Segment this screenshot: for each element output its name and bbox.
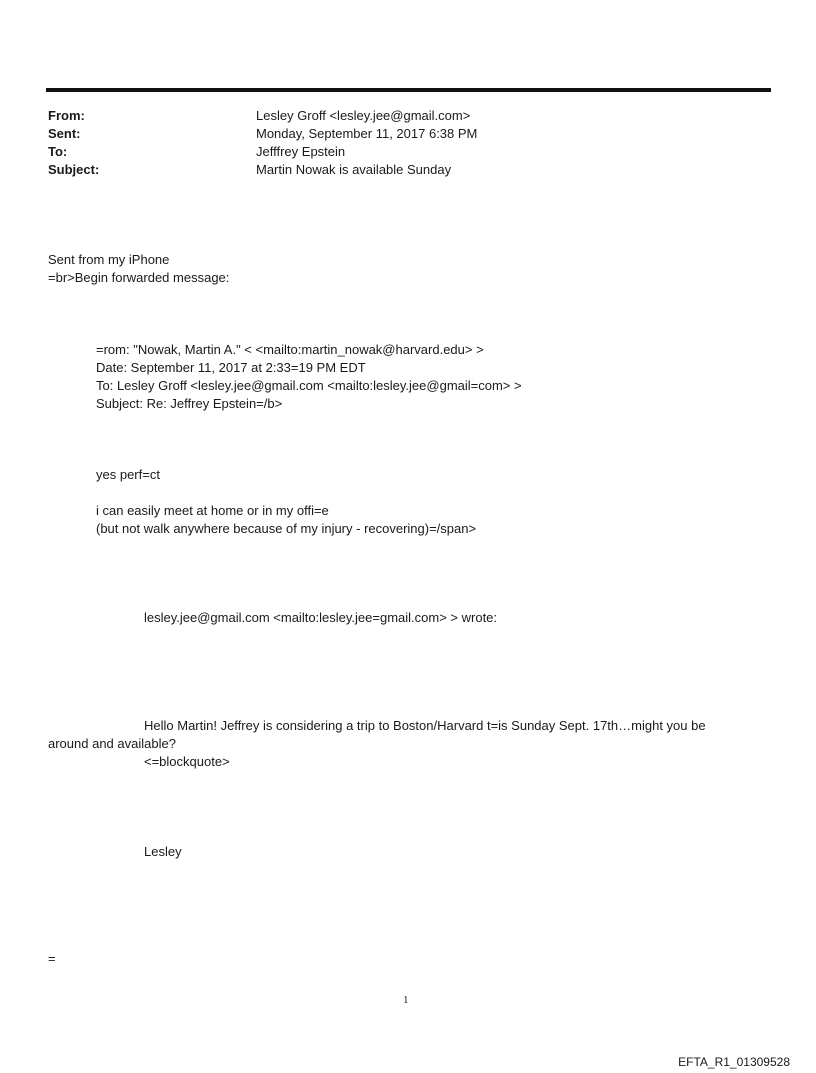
subject-value: Martin Nowak is available Sunday bbox=[256, 162, 452, 177]
sent-value: Monday, September 11, 2017 6:38 PM bbox=[256, 126, 478, 141]
page-number: 1 bbox=[403, 994, 409, 1006]
from-row bbox=[48, 107, 768, 125]
forwarded-to: To: Lesley Groff <lesley.jee@gmail.com <mailto:lesley.jee@gmail=com> > bbox=[96, 378, 522, 393]
from-value: Lesley Groff <lesley.jee@gmail.com> bbox=[256, 108, 471, 123]
signature: Lesley bbox=[144, 844, 182, 859]
forwarded-date: Date: September 11, 2017 at 2:33=19 PM EDT bbox=[96, 360, 366, 375]
reply-line-3: (but not walk anywhere because of my injury - recovering)=/span> bbox=[96, 521, 477, 536]
wrote-line: lesley.jee@gmail.com <mailto:lesley.jee=gmail.com> > wrote: bbox=[144, 610, 498, 625]
forwarded-subject: Subject: Re: Jeffrey Epstein=/b> bbox=[96, 396, 283, 411]
subject-label: Subject: bbox=[48, 162, 100, 177]
sent-from-line: Sent from my iPhone bbox=[48, 252, 170, 267]
header-rule bbox=[46, 88, 771, 92]
sent-row bbox=[48, 125, 768, 143]
subject-row bbox=[48, 161, 768, 179]
hello-continuation: around and available? bbox=[48, 736, 176, 751]
to-row bbox=[48, 143, 768, 161]
begin-forwarded-line: =br>Begin forwarded message: bbox=[48, 270, 230, 285]
trailing-equals: = bbox=[48, 951, 56, 966]
to-value: Jefffrey Epstein bbox=[256, 144, 346, 159]
forwarded-from: =rom: "Nowak, Martin A." < <mailto:martin_nowak@harvard.edu> > bbox=[96, 342, 484, 357]
document-id: EFTA_R1_01309528 bbox=[678, 1055, 790, 1069]
hello-line: Hello Martin! Jeffrey is considering a trip to Boston/Harvard t=is Sunday Sept. 17th…might you be bbox=[144, 718, 706, 733]
from-label: From: bbox=[48, 108, 85, 123]
reply-line-2: i can easily meet at home or in my offi=e bbox=[96, 503, 329, 518]
to-label: To: bbox=[48, 144, 68, 159]
sent-label: Sent: bbox=[48, 126, 81, 141]
reply-line-1: yes perf=ct bbox=[96, 467, 160, 482]
blockquote-tag: <=blockquote> bbox=[144, 754, 230, 769]
